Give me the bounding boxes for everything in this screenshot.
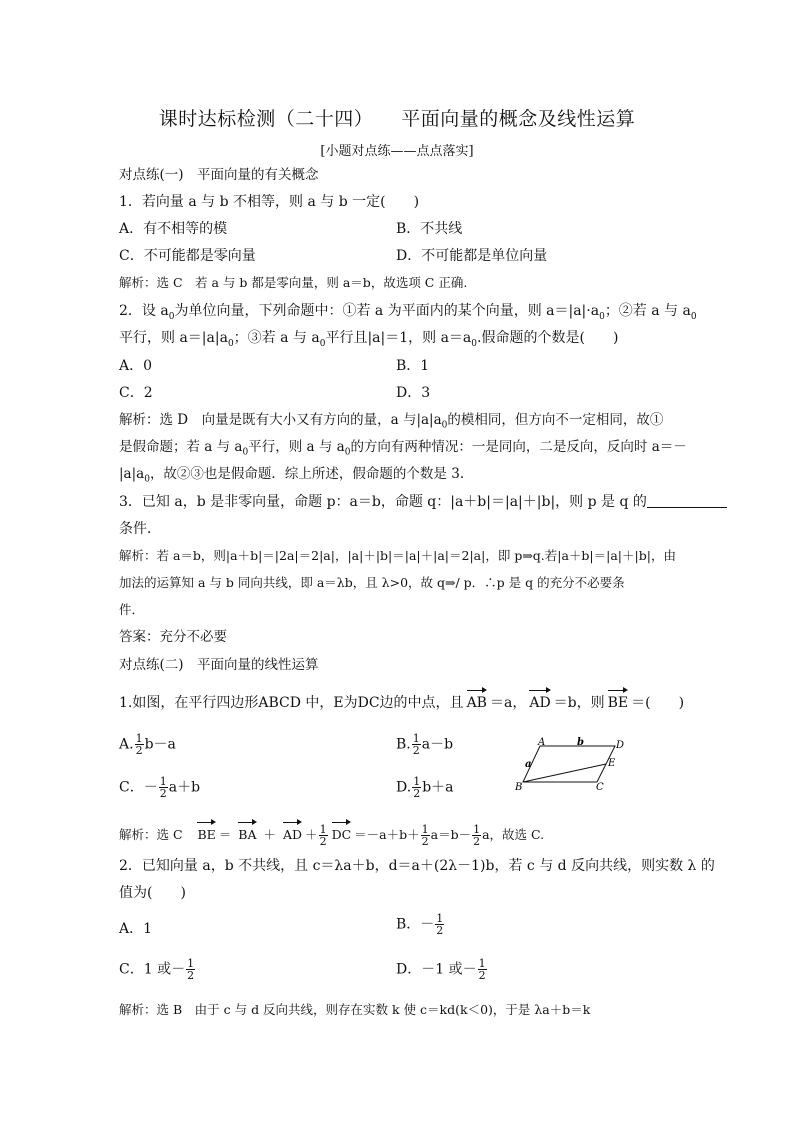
page-title: 课时达标检测（二十四） 平面向量的概念及线性运算 [158,108,636,130]
q2-option-c: C．2 [119,385,153,401]
q1-solution: 解析：选 C 若 a 与 b 都是零向量，则 a＝b，故选项 C 正确. [119,275,468,290]
side-label-b: b [577,737,584,748]
parallelogram-abcd [523,746,615,782]
vector-be-sol: BE [197,820,215,844]
q1-option-c: C．不可能都是零向量 [119,248,256,264]
vector-ab: AB [467,688,487,712]
section-heading-2: 对点练(二) 平面向量的线性运算 [119,657,319,673]
q2-solution-line3: $|a|a_0$，故②③也是假命题．综上所述，假命题的个数是 3. [119,466,465,485]
section-heading-1: 对点练(一) 平面向量的有关概念 [119,167,319,183]
q3-answer: 答案：充分不必要 [119,629,227,645]
q5-solution: 解析：选 B 由于 c 与 d 反向共线，则存在实数 k 使 c＝kd(k＜0)，于是 λa＋b＝k [119,1002,591,1017]
q1-stem: 1．若向量 a 与 b 不相等，则 a 与 b 一定( ) [119,194,420,210]
q5-option-b: B．－ $\frac{1}{2}$ [396,912,444,937]
q3-stem-line1: 3．已知 a，b 是非零向量，命题 p：a＝b，命题 q：|a＋b|＝|a|＋|b|，则 p 是 q 的 [119,493,727,511]
vector-ad-sol: AD [283,820,302,844]
q4-option-c: C．－ $\frac{1}{2}$ a＋b [119,775,201,800]
q3-stem-line2: 条件． [119,521,161,537]
q5-stem-line2: 值为( ) [119,885,186,901]
q2-option-d: D．3 [396,385,431,401]
q5-option-a: A．1 [119,921,153,937]
q2-stem-line2: 平行，则 $a=|a|a_0$；③若 a 与 $a_0$平行且|a|＝1，则 $a=a_0$.假命题的个数是( ) [119,330,619,349]
q4-stem: 1.如图，在平行四边形ABCD 中，E为DC边的中点，且 AB ＝a， AD ＝b，则 BE ＝( ) [119,688,684,712]
segment-be [523,764,606,782]
q4-option-a: A. $\frac{1}{2}$ b－a [119,732,176,757]
q4-solution: 解析：选 C BE ＝ BA ＋ AD ＋ $\frac{1}{2}$ DC ＝－a＋b＋ $\frac{1}{2}$ a＝b－ $\frac{1}{2}$ a，故选 C. [119,820,544,847]
q3-solution-line1: 解析：若 a＝b，则|a＋b|＝|2a|＝2|a|，|a|＋|b|＝|a|＋|a|＝2|a|，即 p⇒q.若|a＋b|＝|a|＋|b|，由 [119,548,676,563]
vector-dc-sol: DC [332,820,352,844]
q3-solution-line2: 加法的运算知 a 与 b 同向共线，即 a＝λb，且 λ>0，故 q⇒/ p．∴p 是 q 的充分不必要条 [119,575,625,590]
q2-option-b: B．1 [396,358,430,374]
point-label-c: C [596,782,604,792]
q5-option-d: D．－1 或－ $\frac{1}{2}$ [396,957,486,982]
q4-option-b: B. $\frac{1}{2}$ a－b [396,732,454,757]
vector-ba-sol: BA [238,820,256,844]
parallelogram-figure [515,736,635,792]
page-subtitle: [小题对点练——点点落实] [320,144,474,159]
q1-option-b: B．不共线 [396,221,463,237]
vector-ad: AD [529,688,550,712]
q2-stem-line1: 2．设 $a_0$为单位向量，下列命题中：①若 a 为平面内的某个向量，则 $a=|a|\cdot a_0$；②若 a 与 $a_0$ [119,303,697,322]
q2-solution-line2: 是假命题；若 a 与 $a_0$平行，则 a 与 $a_0$的方向有两种情况：一是同向，二是反向，反向时 a＝－ [119,439,687,458]
point-label-e: E [608,758,616,769]
q1-option-d: D．不可能都是单位向量 [396,248,548,264]
side-label-a: a [525,759,532,770]
q3-solution-line3: 件． [119,602,145,617]
point-label-a: A [538,737,546,748]
q4-option-d: D. $\frac{1}{2}$ b＋a [396,775,454,800]
q2-solution-line1: 解析：选 D 向量是既有大小又有方向的量，a 与$|a|a_0$的模相同，但方向不一定相同，故① [119,412,664,431]
q2-option-a: A．0 [119,358,153,374]
q1-option-a: A．有不相等的模 [119,221,228,237]
q5-stem-line1: 2．已知向量 a，b 不共线，且 c＝λa＋b，d＝a＋(2λ－1)b，若 c 与 d 反向共线，则实数 λ 的 [119,858,715,874]
q5-option-c: C．1 或－ $\frac{1}{2}$ [119,957,195,982]
point-label-d: D [616,740,625,751]
point-label-b: B [515,782,523,792]
answer-blank [647,493,727,508]
vector-be: BE [608,688,629,712]
